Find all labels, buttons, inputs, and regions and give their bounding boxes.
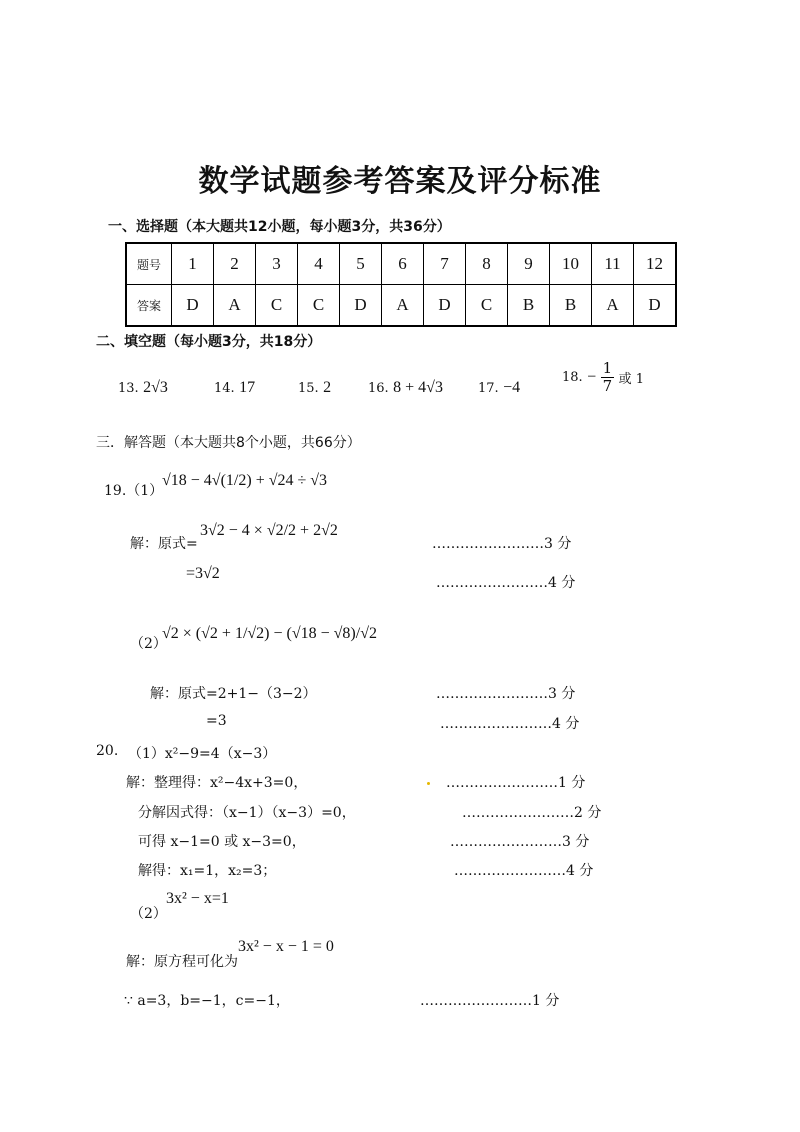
q-cell: 6 (382, 243, 424, 285)
q20-line-3: 可得 x−1=0 或 x−3=0， (138, 834, 306, 850)
q-cell: 11 (592, 243, 634, 285)
q-cell: 10 (550, 243, 592, 285)
a-cell: A (214, 285, 256, 327)
a-cell: C (466, 285, 508, 327)
score-mark: ……………………3 分 (436, 686, 576, 702)
q20-part2-equation: 3x² − x=1 (166, 890, 229, 907)
a-cell: C (256, 285, 298, 327)
q-cell: 7 (424, 243, 466, 285)
score-mark: ……………………4 分 (440, 716, 580, 732)
score-mark: ……………………2 分 (462, 805, 602, 821)
answer-row (126, 285, 676, 327)
score-mark: ……………………3 分 (450, 834, 590, 850)
q-cell: 8 (466, 243, 508, 285)
q19-part2-expression: √2 × (√2 + 1/√2) − (√18 − √8)/√2 (162, 625, 377, 642)
question-number-row (126, 243, 676, 285)
q-cell: 2 (214, 243, 256, 285)
q19-p2-result: =3 (206, 713, 227, 729)
fill-item-13: 13. 2√3 (118, 379, 168, 396)
q20-line-1: 解：整理得：x²−4x+3=0， (126, 775, 308, 791)
fill-item-14: 14. 17 (214, 379, 256, 396)
a-cell: D (634, 285, 677, 327)
a-cell: D (172, 285, 214, 327)
q19-label: 19.（1） (104, 483, 164, 499)
score-mark: ……………………1 分 (420, 993, 560, 1009)
q19-part1-expression: √18 − 4√(1/2) + √24 ÷ √3 (162, 472, 328, 489)
q-cell: 5 (340, 243, 382, 285)
q19-p1-step1: 3√2 − 4 × √2/2 + 2√2 (200, 522, 338, 539)
q20-part2-label: （2） (130, 906, 167, 922)
a-cell: D (340, 285, 382, 327)
a-cell: B (550, 285, 592, 327)
score-mark: ……………………3 分 (432, 536, 572, 552)
score-mark: ……………………1 分 (446, 775, 586, 791)
answer-table (125, 242, 677, 327)
q20-part1-equation: （1）x²−9=4（x−3） (128, 746, 277, 762)
section-1-heading: 一、选择题（本大题共12小题，每小题3分，共36分） (108, 219, 451, 235)
fill-item-17: 17. −4 (478, 379, 521, 396)
fill-item-15: 15. 2 (298, 379, 332, 396)
fill-item-18: 18. − $\frac{1}{7}$ 或 1 (562, 359, 645, 395)
a-cell: C (298, 285, 340, 327)
score-mark: ……………………4 分 (436, 575, 576, 591)
fill-item-16: 16. 8 + 4√3 (368, 379, 443, 396)
q-cell: 3 (256, 243, 298, 285)
a-cell: D (424, 285, 466, 327)
section-3-heading: 三．解答题（本大题共8个小题，共66分） (96, 435, 361, 451)
q20-label: 20. (96, 743, 119, 759)
a-cell: B (508, 285, 550, 327)
row-label-question: 题号 (126, 243, 172, 285)
q20-line-2: 分解因式得：（x−1）（x−3）=0， (138, 805, 356, 821)
q-cell: 12 (634, 243, 677, 285)
fraction: $\frac{1}{7}$ (602, 359, 613, 395)
a-cell: A (382, 285, 424, 327)
score-mark: ……………………4 分 (454, 863, 594, 879)
q-cell: 4 (298, 243, 340, 285)
q19-p1-solution-label: 解：原式= (130, 536, 198, 552)
q20-p2-solution-label: 解：原方程可化为 (126, 954, 238, 970)
q19-p1-step2: =3√2 (186, 565, 220, 582)
page-title: 数学试题参考答案及评分标准 (198, 164, 602, 199)
q-cell: 1 (172, 243, 214, 285)
q20-p2-coefficients: ∵ a=3，b=−1，c=−1， (124, 993, 290, 1009)
q19-part2-label: （2） (130, 636, 167, 652)
q-cell: 9 (508, 243, 550, 285)
row-label-answer: 答案 (126, 285, 172, 327)
q20-p2-solution-equation: 3x² − x − 1 = 0 (238, 938, 334, 955)
q19-p2-solution: 解：原式=2+1−（3−2） (150, 686, 317, 702)
stray-dot (427, 782, 430, 785)
a-cell: A (592, 285, 634, 327)
section-2-heading: 二、填空题（每小题3分，共18分） (96, 334, 322, 350)
q20-line-4: 解得：x₁=1，x₂=3； (138, 863, 277, 879)
